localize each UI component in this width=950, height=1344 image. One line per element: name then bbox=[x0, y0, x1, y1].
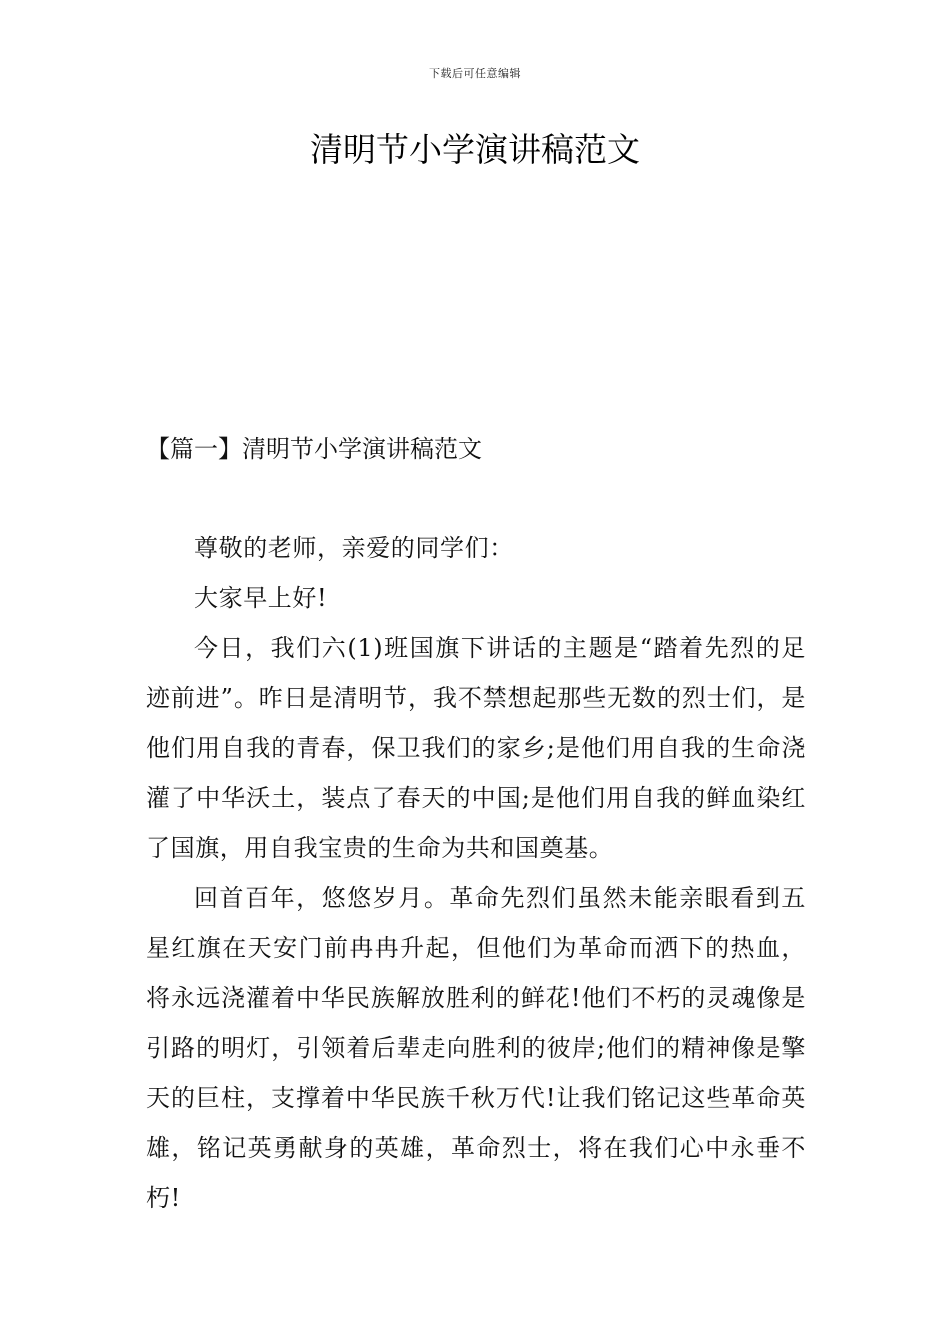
document-title: 清明节小学演讲稿范文 bbox=[310, 130, 640, 169]
body-paragraph: 今日，我们六(1)班国旗下讲话的主题是“踏着先烈的足迹前进”。昨日是清明节，我不禁想起那些无数的烈士们，是他们用自我的青春，保卫我们的家乡;是他们用自我的生命浇灌了中华沃土，装点了春天的中国;是他们用自我的鲜血染红了国旗，用自我宝贵的生命为共和国奠基。 bbox=[146, 634, 806, 862]
salutation-paragraph: 尊敬的老师，亲爱的同学们： bbox=[194, 534, 514, 562]
speech-body bbox=[146, 523, 806, 1223]
body-paragraph: 回首百年，悠悠岁月。革命先烈们虽然未能亲眼看到五星红旗在天安门前冉冉升起，但他们为革命而洒下的热血，将永远浇灌着中华民族解放胜利的鲜花!他们不朽的灵魂像是引路的明灯，引领着后辈走向胜利的彼岸;他们的精神像是擎天的巨柱，支撑着中华民族千秋万代!让我们铭记这些革命英雄，铭记英勇献身的英雄，革命烈士，将在我们心中永垂不朽! bbox=[146, 884, 806, 1212]
greeting-paragraph: 大家早上好! bbox=[194, 584, 328, 612]
section-heading: 【篇一】清明节小学演讲稿范文 bbox=[146, 435, 482, 463]
header-note: 下载后可任意编辑 bbox=[429, 67, 521, 80]
